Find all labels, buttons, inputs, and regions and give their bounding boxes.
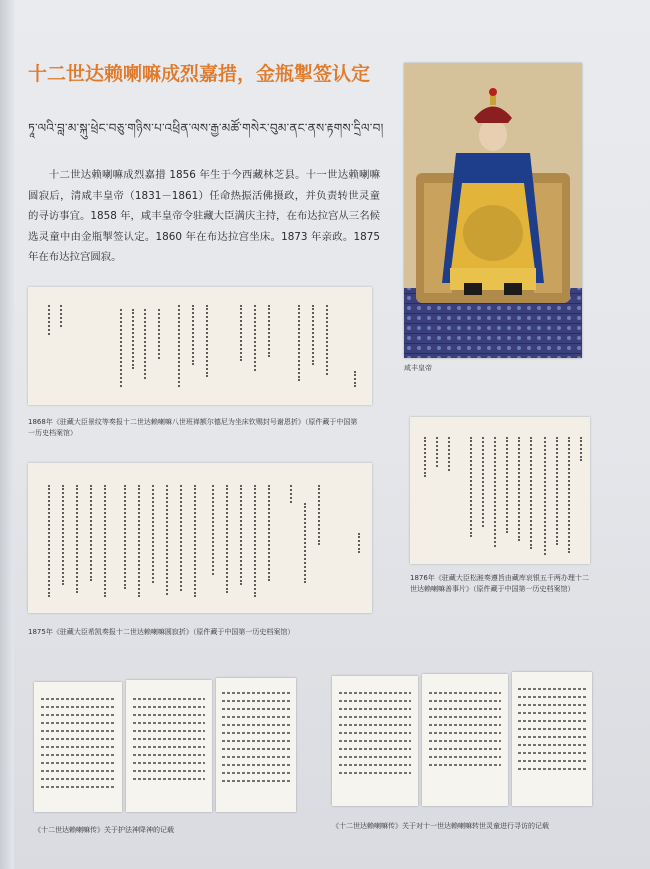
document-1875-caption: 1875年《驻藏大臣希凯奏报十二世达赖喇嘛圆寂折》（原件藏于中国第一历史档案馆） [28,628,295,636]
panel-title: 十二世达赖喇嘛成烈嘉措，金瓶掣签认定 [28,63,371,85]
tibetan-biography-caption-1: 《十二世达赖喇嘛传》关于护法神降神的记载 [34,826,174,834]
tibetan-biography-page-6 [512,672,592,806]
document-1876-caption: 1876年《驻藏大臣松溎奏遵旨由藏库哀银五千两办理十二世达赖喇嘛善事片》（原件藏于中国第一历史档案馆） [410,574,589,593]
document-1868-image [28,287,372,405]
xianfeng-portrait-image [404,63,582,358]
portrait-painting [404,63,582,358]
portrait-caption: 咸丰皇帝 [404,364,432,372]
tibetan-biography-page-5 [422,674,508,806]
panel-body-text: 十二世达赖喇嘛成烈嘉措 1856 年生于今西藏林芝县。十一世达赖喇嘛圆寂后，清咸丰皇帝（1831－1861）任命热振活佛摄政，并负责转世灵童的寻访事宜。1858 年，咸丰皇帝令驻藏大臣满庆主持，在布达拉宫从三名候选灵童中由金瓶掣签认定。1860 年在布达拉宫坐床。1873 年亲政。1875 年在布达拉宫圆寂。 [28,169,380,263]
document-1876-image [410,417,590,564]
tibetan-subtitle: ཏཱ་ལའི་བླ་མ་སྐུ་ཕྲེང་བཅུ་གཉིས་པ་འཕྲིན་ལས་རྒྱ་མཚོ་གསེར་བུམ་ནང་ནས་རྟགས་དྲིལ་བ། [28,121,384,135]
document-1868-caption: 1868年《驻藏大臣景纹等奏报十二世达赖喇嘛八世班禅额尔德尼为坐床钦赐封号谢恩折》（原件藏于中国第一历史档案馆） [28,418,358,437]
tibetan-biography-page-4 [332,676,418,806]
left-edge-shadow [0,0,14,869]
tibetan-biography-page-2 [126,680,212,812]
tibetan-biography-page-3 [216,678,296,812]
tibetan-biography-caption-2: 《十二世达赖喇嘛传》关于对十一世达赖喇嘛转世灵童进行寻访的记载 [332,822,549,830]
document-1875-image [28,463,372,613]
tibetan-biography-page-1 [34,682,122,812]
